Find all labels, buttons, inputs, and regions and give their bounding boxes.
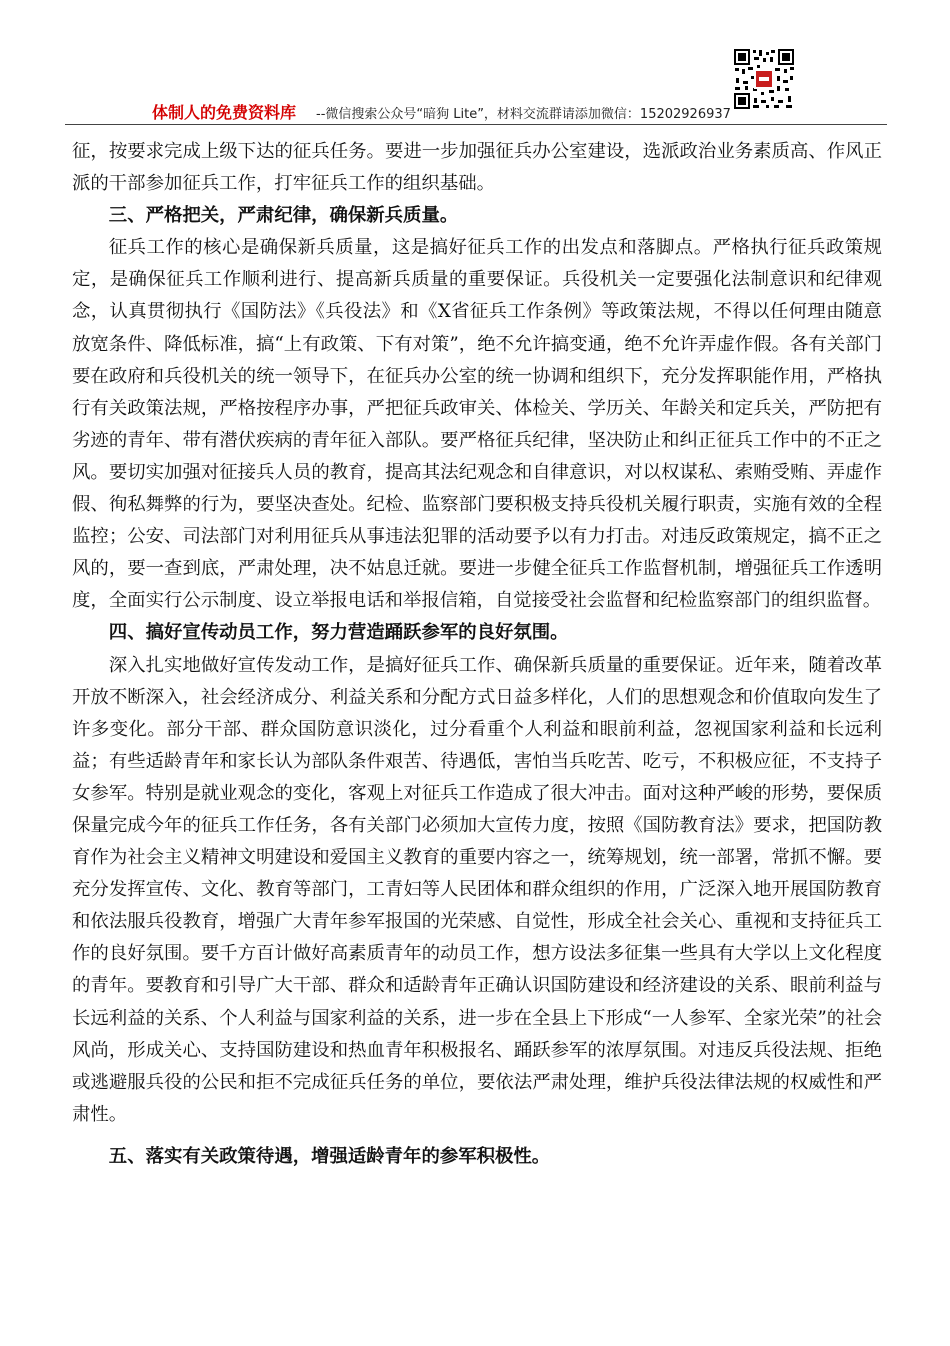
page-header (0, 0, 950, 124)
brand-title: 体制人的免费资料库 (152, 103, 297, 122)
section-heading-4: 四、搞好宣传动员工作，努力营造踊跃参军的良好氛围。 (108, 622, 569, 644)
section-heading-5: 五、落实有关政策待遇，增强适龄青年的参军积极性。 (108, 1145, 551, 1167)
paragraph-continuation: 征，按要求完成上级下达的征兵任务。要进一步加强征兵办公室建设，选派政治业务素质高、作风正派的干部参加征兵工作，打牢征兵工作的组织基础。 (72, 141, 882, 195)
section-paragraph-3: 征兵工作的核心是确保新兵质量，这是搞好征兵工作的出发点和落脚点。严格执行征兵政策规定，是确保征兵工作顺利进行、提高新兵质量的重要保证。兵役机关一定要强化法制意识和纪律观念，认真贯彻执行《国防法》《兵役法》和《X省征兵工作条例》等政策法规，不得以任何理由随意放宽条件、降低标准，搞“上有政策、下有对策”，绝不允许搞变通，绝不允许弄虚作假。各有关部门要在政府和兵役机关的统一领导下，在征兵办公室的统一协调和组织下，充分发挥职能作用，严格执行有关政策法规，严格按程序办事，严把征兵政审关、体检关、学历关、年龄关和定兵关，严防把有劣迹的青年、带有潜伏疾病的青年征入部队。要严格征兵纪律，坚决防止和纠正征兵工作中的不正之风。要切实加强对征接兵人员的教育，提高其法纪观念和自律意识，对以权谋私、索贿受贿、弄虚作假、徇私舞弊的行为，要坚决查处。纪检、监察部门要积极支持兵役机关履行职责，实施有效的全程监控；公安、司法部门对利用征兵从事违法犯罪的活动要予以有力打击。对违反政策规定，搞不正之风的，要一查到底，严肃处理，决不姑息迁就。要进一步健全征兵工作监督机制，增强征兵工作透明度，全面实行公示制度、设立举报电话和举报信箱，自觉接受社会监督和纪检监察部门的组织监督。 (72, 237, 882, 612)
qr-code-icon (733, 48, 795, 110)
header-tagline: --微信搜索公众号“暗狗 Lite”，材料交流群请添加微信：15202926937 (316, 107, 731, 122)
document-body (72, 136, 882, 1173)
section-heading-3: 三、严格把关，严肃纪律，确保新兵质量。 (108, 205, 459, 227)
header-divider (65, 124, 887, 125)
section-paragraph-4: 深入扎实地做好宣传发动工作，是搞好征兵工作、确保新兵质量的重要保证。近年来，随着改革开放不断深入，社会经济成分、利益关系和分配方式日益多样化，人们的思想观念和价值取向发生了许多变化。部分干部、群众国防意识淡化，过分看重个人利益和眼前利益，忽视国家利益和长远利益；有些适龄青年和家长认为部队条件艰苦、待遇低，害怕当兵吃苦、吃亏，不积极应征，不支持子女参军。特别是就业观念的变化，客观上对征兵工作造成了很大冲击。面对这种严峻的形势，要保质保量完成今年的征兵工作任务，各有关部门必须加大宣传力度，按照《国防教育法》要求，把国防教育作为社会主义精神文明建设和爱国主义教育的重要内容之一，统筹规划，统一部署，常抓不懈。要充分发挥宣传、文化、教育等部门，工青妇等人民团体和群众组织的作用，广泛深入地开展国防教育和依法服兵役教育，增强广大青年参军报国的光荣感、自觉性，形成全社会关心、重视和支持征兵工作的良好氛围。要千方百计做好高素质青年的动员工作，想方设法多征集一些具有大学以上文化程度的青年。要教育和引导广大干部、群众和适龄青年正确认识国防建设和经济建设的关系、眼前利益与长远利益的关系、个人利益与国家利益的关系，进一步在全县上下形成“一人参军、全家光荣”的社会风尚，形成关心、支持国防建设和热血青年积极报名、踊跃参军的浓厚氛围。对违反兵役法规、拒绝或逃避服兵役的公民和拒不完成征兵任务的单位，要依法严肃处理，维护兵役法律法规的权威性和严肃性。 (72, 654, 882, 1125)
